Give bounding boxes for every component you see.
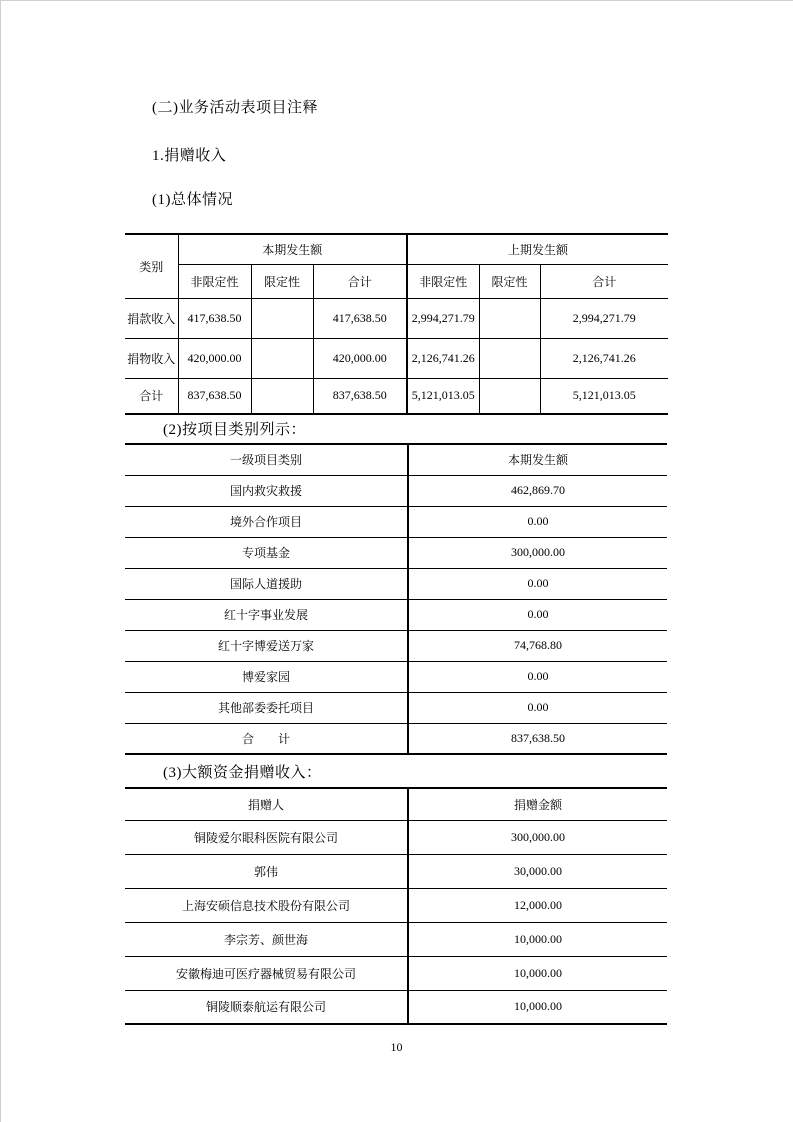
cell-amount: 10,000.00 <box>408 956 667 990</box>
table-row <box>125 854 667 888</box>
cell-amount: 0.00 <box>408 506 667 537</box>
table-row-goods-donations <box>125 338 668 378</box>
cell-amount: 837,638.50 <box>408 723 667 754</box>
cell-donor-name: 安徽梅迪可医疗器械贸易有限公司 <box>125 956 408 990</box>
cell-category: 合计 <box>125 378 178 414</box>
cell-current-total: 420,000.00 <box>313 338 407 378</box>
cell-amount: 12,000.00 <box>408 888 667 922</box>
cell-prior-restricted <box>479 298 540 338</box>
table-row <box>125 888 667 922</box>
cell-project-label: 国内救灾救援 <box>125 475 408 506</box>
cell-prior-total: 2,126,741.26 <box>540 338 668 378</box>
table-row <box>125 537 667 568</box>
cell-current-restricted <box>251 378 313 414</box>
overview-table-header-row-1 <box>125 234 668 264</box>
cell-amount: 0.00 <box>408 692 667 723</box>
cell-amount: 300,000.00 <box>408 537 667 568</box>
cell-total-label: 合 计 <box>125 723 408 754</box>
cell-project-label: 其他部委委托项目 <box>125 692 408 723</box>
col-header-prior-restricted: 限定性 <box>479 264 540 298</box>
table-row-total <box>125 378 668 414</box>
table-row-total <box>125 723 667 754</box>
cell-prior-restricted <box>479 378 540 414</box>
cell-donor-name: 铜陵顺泰航运有限公司 <box>125 990 408 1024</box>
cell-amount: 300,000.00 <box>408 820 667 854</box>
col-header-current-period: 本期发生额 <box>178 234 407 264</box>
cell-prior-unrestricted: 5,121,013.05 <box>407 378 479 414</box>
category-table-header-row <box>125 444 667 475</box>
donor-table <box>125 787 667 1025</box>
cell-donor-name: 李宗芳、颜世海 <box>125 922 408 956</box>
cell-project-label: 境外合作项目 <box>125 506 408 537</box>
cell-donor-name: 铜陵爱尔眼科医院有限公司 <box>125 820 408 854</box>
table-row <box>125 506 667 537</box>
cell-prior-unrestricted: 2,126,741.26 <box>407 338 479 378</box>
table-row <box>125 630 667 661</box>
col-header-donation-amount: 捐赠金额 <box>408 788 667 820</box>
table-row-cash-donations <box>125 298 668 338</box>
table-row <box>125 661 667 692</box>
cell-current-restricted <box>251 298 313 338</box>
table-row <box>125 820 667 854</box>
cell-current-unrestricted: 420,000.00 <box>178 338 251 378</box>
item-heading-overview: (1)总体情况 <box>152 192 233 208</box>
section-heading: (二)业务活动表项目注释 <box>152 100 318 116</box>
table-row <box>125 956 667 990</box>
table-row <box>125 599 667 630</box>
donor-table-header-row <box>125 788 667 820</box>
cell-project-label: 博爱家园 <box>125 661 408 692</box>
col-header-prior-period: 上期发生额 <box>407 234 668 264</box>
page-number: 10 <box>390 1040 403 1054</box>
cell-category: 捐款收入 <box>125 298 178 338</box>
col-header-project-category: 一级项目类别 <box>125 444 408 475</box>
category-table <box>125 443 667 755</box>
cell-current-total: 837,638.50 <box>313 378 407 414</box>
table-row <box>125 990 667 1024</box>
item-heading-by-category: (2)按项目类别列示： <box>163 422 306 438</box>
cell-prior-total: 5,121,013.05 <box>540 378 668 414</box>
cell-prior-unrestricted: 2,994,271.79 <box>407 298 479 338</box>
cell-prior-total: 2,994,271.79 <box>540 298 668 338</box>
col-header-category: 类别 <box>125 234 178 298</box>
item-heading-large-donations: (3)大额资金捐赠收入： <box>163 765 322 781</box>
cell-current-restricted <box>251 338 313 378</box>
table-row <box>125 692 667 723</box>
cell-current-total: 417,638.50 <box>313 298 407 338</box>
overview-table <box>125 233 668 415</box>
subsection-heading-donation-income: 1.捐赠收入 <box>152 148 227 164</box>
cell-amount: 10,000.00 <box>408 922 667 956</box>
cell-amount: 10,000.00 <box>408 990 667 1024</box>
cell-amount: 0.00 <box>408 599 667 630</box>
cell-project-label: 红十字博爱送万家 <box>125 630 408 661</box>
cell-donor-name: 上海安硕信息技术股份有限公司 <box>125 888 408 922</box>
table-row <box>125 922 667 956</box>
cell-donor-name: 郭伟 <box>125 854 408 888</box>
col-header-current-unrestricted: 非限定性 <box>178 264 251 298</box>
cell-current-unrestricted: 837,638.50 <box>178 378 251 414</box>
col-header-prior-total: 合计 <box>540 264 668 298</box>
cell-prior-restricted <box>479 338 540 378</box>
cell-current-unrestricted: 417,638.50 <box>178 298 251 338</box>
col-header-donor: 捐赠人 <box>125 788 408 820</box>
cell-project-label: 红十字事业发展 <box>125 599 408 630</box>
cell-amount: 30,000.00 <box>408 854 667 888</box>
overview-table-header-row-2 <box>125 264 668 298</box>
col-header-current-amount: 本期发生额 <box>408 444 667 475</box>
cell-project-label: 国际人道援助 <box>125 568 408 599</box>
col-header-current-total: 合计 <box>313 264 407 298</box>
table-row <box>125 475 667 506</box>
cell-amount: 462,869.70 <box>408 475 667 506</box>
col-header-current-restricted: 限定性 <box>251 264 313 298</box>
cell-amount: 74,768.80 <box>408 630 667 661</box>
cell-amount: 0.00 <box>408 661 667 692</box>
cell-category: 捐物收入 <box>125 338 178 378</box>
cell-amount: 0.00 <box>408 568 667 599</box>
table-row <box>125 568 667 599</box>
cell-project-label: 专项基金 <box>125 537 408 568</box>
col-header-prior-unrestricted: 非限定性 <box>407 264 479 298</box>
